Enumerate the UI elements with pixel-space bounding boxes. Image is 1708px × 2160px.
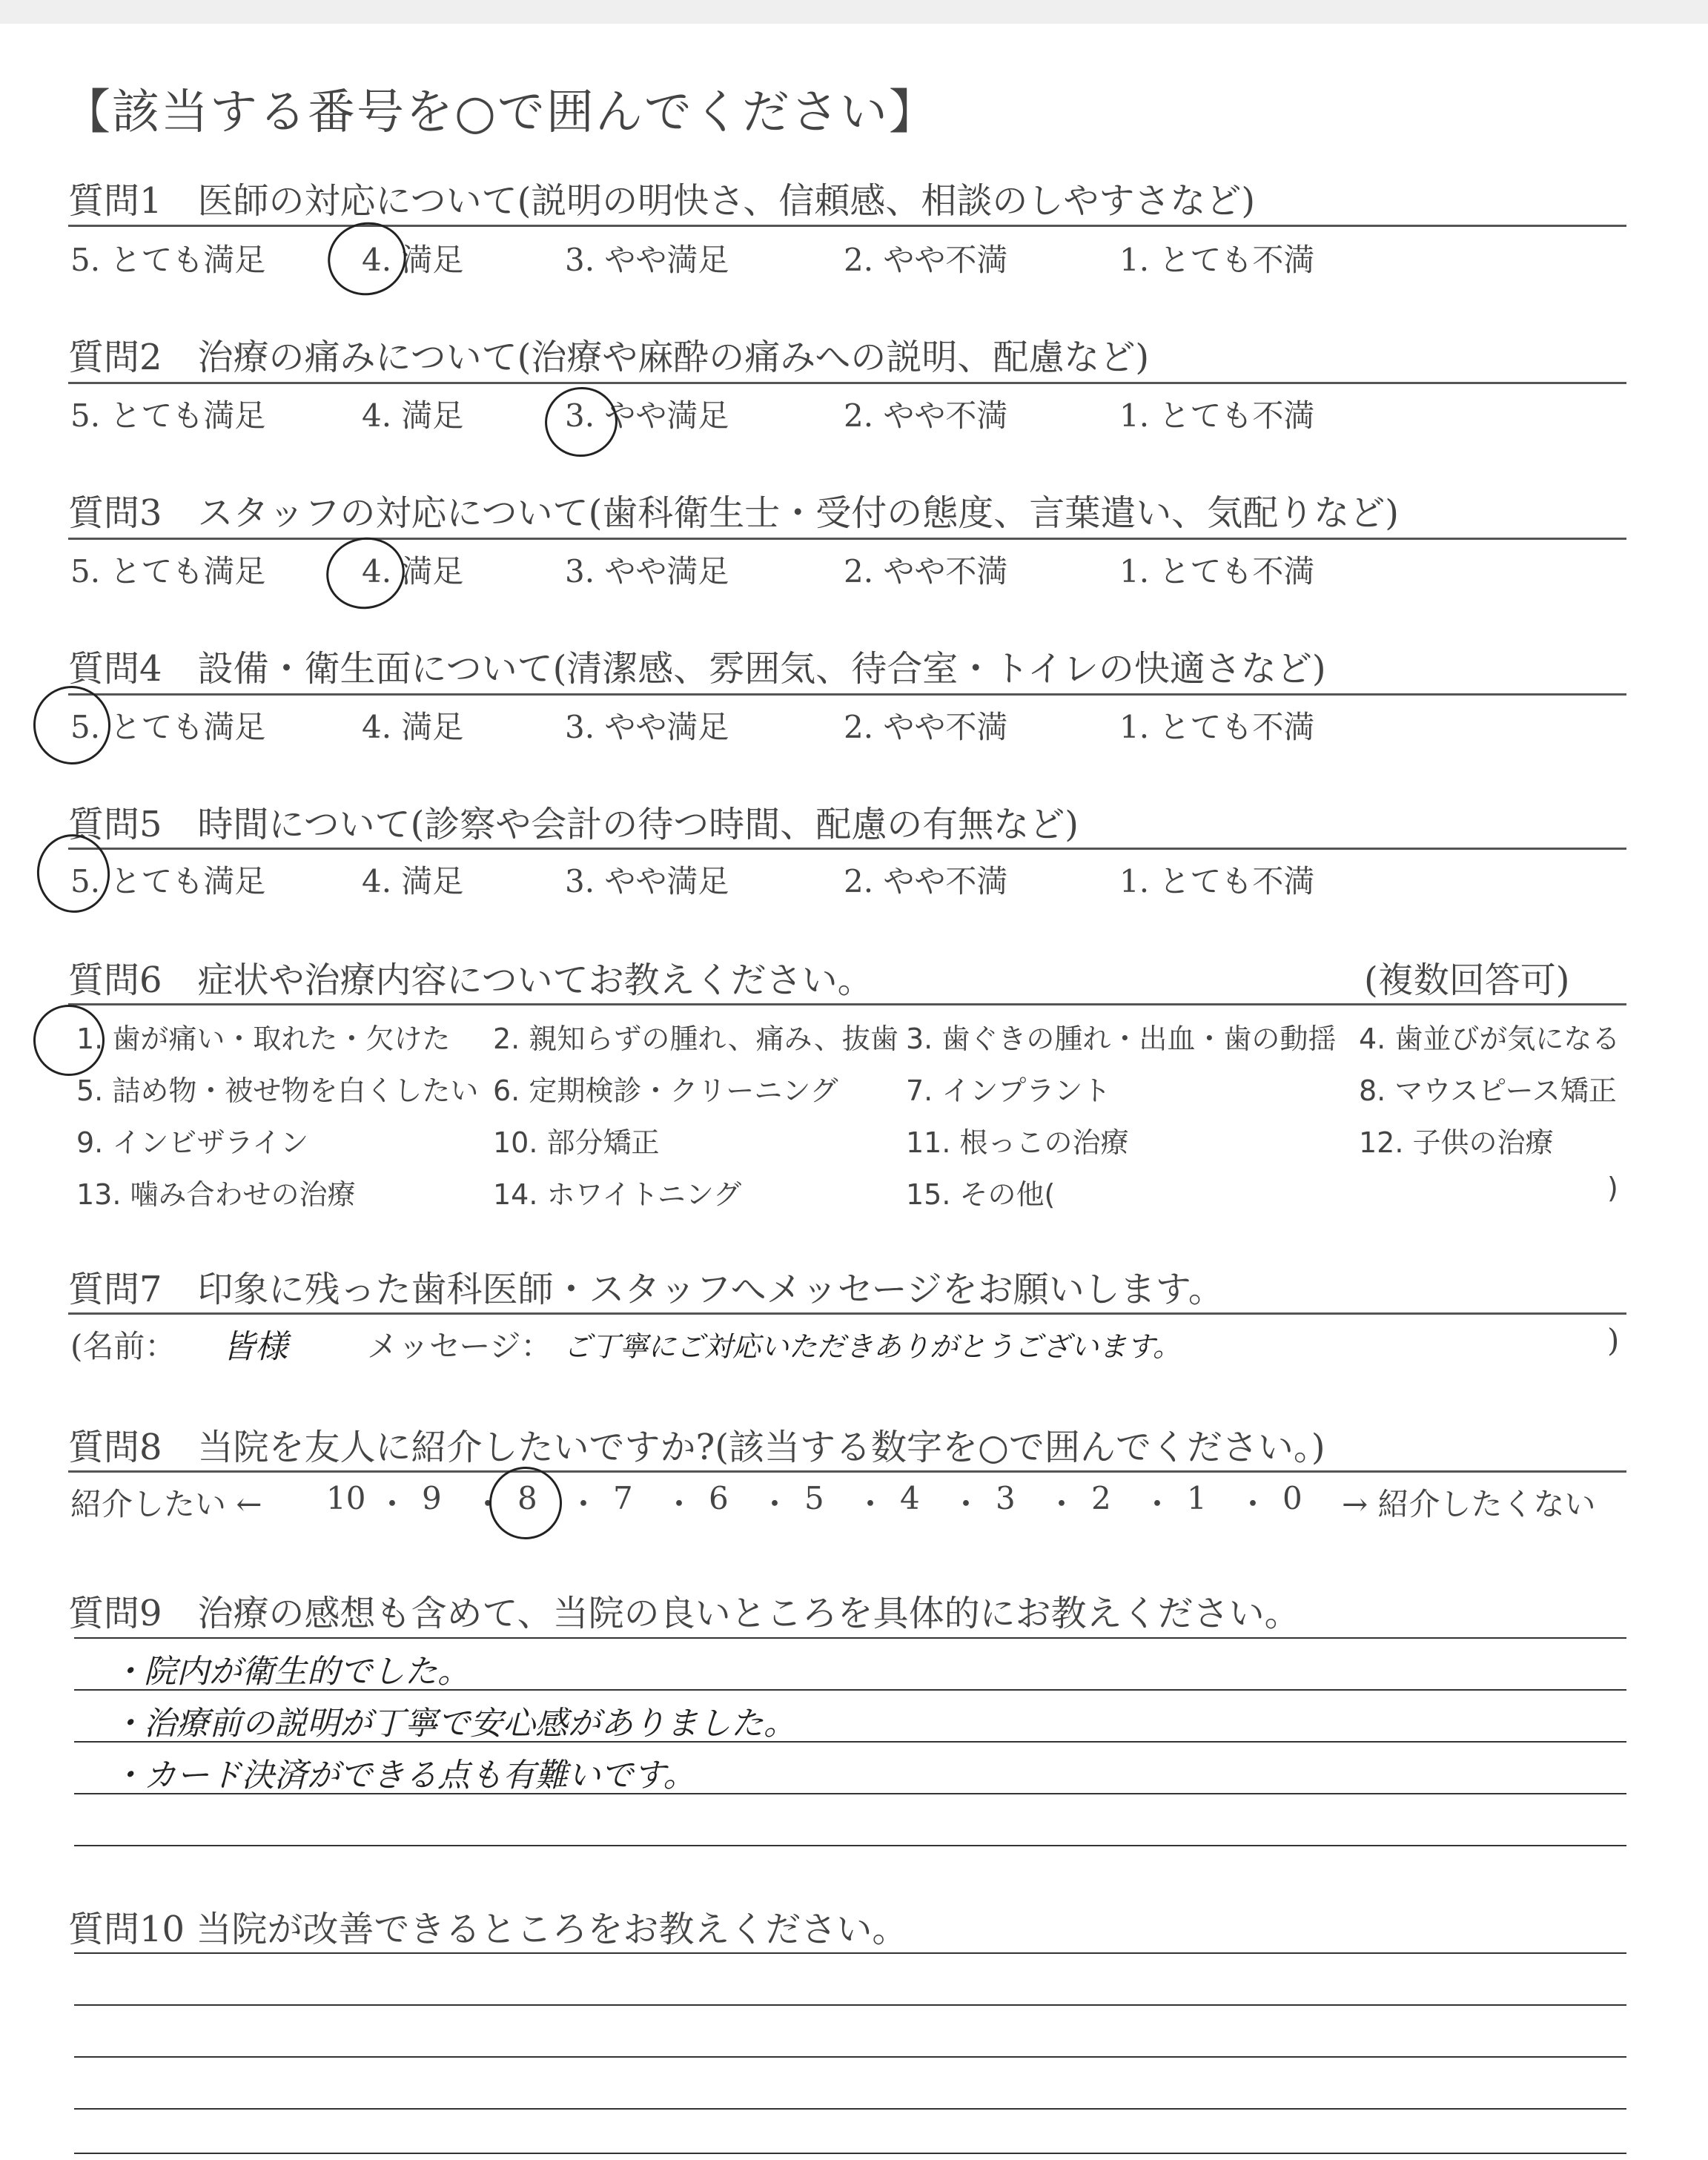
q8-scale-9[interactable]: 9 — [422, 1480, 442, 1516]
q6-option-2[interactable]: 2. 親知らずの腫れ、痛み、抜歯 — [493, 1023, 898, 1055]
q6-title: 質問6 症状や治療内容についてお教えください。 — [68, 960, 873, 1001]
q3-selection-circle — [320, 530, 411, 616]
q6-option-4[interactable]: 4. 歯並びが気になる — [1359, 1023, 1621, 1055]
q8-scale-6[interactable]: 6 — [709, 1480, 729, 1516]
q8-scale-2[interactable]: 2 — [1091, 1480, 1111, 1516]
q5-option-4[interactable]: 4. 満足 — [362, 863, 464, 899]
q6-option-12[interactable]: 12. 子供の治療 — [1359, 1126, 1554, 1159]
q1-option-3[interactable]: 3. やや満足 — [565, 242, 729, 278]
q8-selection-circle — [485, 1462, 567, 1545]
q8-scale-separator: ・ — [1046, 1486, 1078, 1522]
q4-option-4[interactable]: 4. 満足 — [362, 709, 464, 745]
q10-line-5 — [74, 2153, 1626, 2154]
q4-option-2[interactable]: 2. やや不満 — [844, 709, 1008, 745]
q7-name-label: (名前： — [70, 1328, 176, 1364]
q8-scale-5[interactable]: 5 — [804, 1480, 824, 1516]
q8-right-label: → 紹介したくない — [1342, 1486, 1596, 1522]
q6-multi-answer-note: (複数回答可) — [1364, 960, 1570, 1001]
q5-title: 質問5 時間について(診察や会計の待つ時間、配慮の有無など) — [68, 804, 1079, 845]
q3-option-2[interactable]: 2. やや不満 — [844, 553, 1008, 589]
q6-rule — [68, 1003, 1626, 1005]
q8-left-label: 紹介したい ← — [70, 1486, 262, 1522]
q4-title: 質問4 設備・衛生面について(清潔感、雰囲気、待合室・トイレの快適さなど) — [68, 648, 1326, 690]
q6-option-1[interactable]: 1. 歯が痛い・取れた・欠けた — [76, 1023, 451, 1055]
q7-title: 質問7 印象に残った歯科医師・スタッフへメッセージをお願いします。 — [68, 1269, 1224, 1310]
q6-option-6[interactable]: 6. 定期検診・クリーニング — [493, 1074, 838, 1107]
q1-option-1[interactable]: 1. とても不満 — [1119, 242, 1315, 278]
q2-option-5[interactable]: 5. とても満足 — [70, 397, 266, 434]
q8-scale-1[interactable]: 1 — [1187, 1480, 1207, 1516]
scan-top-border — [0, 0, 1708, 24]
q5-rule — [68, 848, 1626, 850]
q2-option-4[interactable]: 4. 満足 — [362, 397, 464, 434]
q6-option-14[interactable]: 14. ホワイトニング — [493, 1178, 742, 1211]
q8-scale-separator: ・ — [855, 1486, 887, 1522]
q8-rule — [68, 1470, 1626, 1473]
q1-title: 質問1 医師の対応について(説明の明快さ、信頼感、相談のしやすさなど) — [68, 180, 1256, 222]
q8-scale-separator: ・ — [663, 1486, 695, 1522]
q5-option-5[interactable]: 5. とても満足 — [70, 863, 266, 899]
q8-scale-separator: ・ — [1142, 1486, 1174, 1522]
form-header: 【該当する番号を○で囲んでください】 — [63, 85, 938, 140]
q8-scale-0[interactable]: 0 — [1282, 1480, 1302, 1516]
q4-option-5[interactable]: 5. とても満足 — [70, 709, 266, 745]
q6-option-13[interactable]: 13. 噛み合わせの治療 — [76, 1178, 356, 1211]
q10-line-1 — [74, 1952, 1626, 1954]
q7-message-handwritten[interactable]: ご丁寧にご対応いただきありがとうございます。 — [563, 1330, 1181, 1363]
q1-option-4[interactable]: 4. 満足 — [362, 242, 464, 278]
q9-title: 質問9 治療の感想も含めて、当院の良いところを具体的にお教えください。 — [68, 1593, 1300, 1634]
q6-option-7[interactable]: 7. インプラント — [906, 1074, 1111, 1107]
q9-line-5 — [74, 1845, 1626, 1846]
q8-title: 質問8 当院を友人に紹介したいですか?(該当する数字を○で囲んでください。) — [68, 1427, 1325, 1468]
q10-line-2 — [74, 2004, 1626, 2006]
q8-scale-7[interactable]: 7 — [613, 1480, 633, 1516]
q6-option-3[interactable]: 3. 歯ぐきの腫れ・出血・歯の動揺 — [906, 1023, 1337, 1055]
q5-option-3[interactable]: 3. やや満足 — [565, 863, 729, 899]
q3-option-5[interactable]: 5. とても満足 — [70, 553, 266, 589]
q1-option-5[interactable]: 5. とても満足 — [70, 242, 266, 278]
q6-option-5[interactable]: 5. 詰め物・被せ物を白くしたい — [76, 1074, 479, 1107]
q6-option-15-close: ) — [1607, 1172, 1618, 1204]
q4-option-3[interactable]: 3. やや満足 — [565, 709, 729, 745]
q9-answer-3[interactable]: ・カード決済ができる点も有難いです。 — [111, 1757, 696, 1794]
q7-close-paren: ) — [1607, 1322, 1620, 1358]
q9-line-1 — [74, 1637, 1626, 1639]
q6-option-15[interactable]: 15. その他( — [906, 1178, 1056, 1211]
q10-title: 質問10 当院が改善できるところをお教えください。 — [68, 1909, 908, 1950]
q2-rule — [68, 382, 1626, 384]
q7-rule — [68, 1312, 1626, 1315]
q8-scale-10[interactable]: 10 — [326, 1480, 366, 1516]
q8-scale-separator: ・ — [759, 1486, 791, 1522]
q8-scale-8[interactable]: 8 — [517, 1480, 537, 1516]
q1-rule — [68, 225, 1626, 227]
q3-option-3[interactable]: 3. やや満足 — [565, 553, 729, 589]
q9-answer-1[interactable]: ・院内が衛生的でした。 — [111, 1653, 470, 1691]
q6-option-10[interactable]: 10. 部分矯正 — [493, 1126, 660, 1159]
q4-rule — [68, 693, 1626, 696]
q8-scale-separator: ・ — [568, 1486, 600, 1522]
q4-option-1[interactable]: 1. とても不満 — [1119, 709, 1315, 745]
q2-title: 質問2 治療の痛みについて(治療や麻酔の痛みへの説明、配慮など) — [68, 337, 1150, 378]
q2-option-3[interactable]: 3. やや満足 — [565, 397, 729, 434]
q5-option-1[interactable]: 1. とても不満 — [1119, 863, 1315, 899]
q3-option-4[interactable]: 4. 満足 — [362, 553, 464, 589]
q8-scale-separator: ・ — [1237, 1486, 1269, 1522]
q8-scale-separator: ・ — [377, 1486, 408, 1522]
q5-option-2[interactable]: 2. やや不満 — [844, 863, 1008, 899]
q7-name-handwritten[interactable]: 皆様 — [222, 1328, 288, 1366]
q7-message-label: メッセージ： — [367, 1328, 552, 1364]
q6-option-9[interactable]: 9. インビザライン — [76, 1126, 309, 1159]
q3-title: 質問3 スタッフの対応について(歯科衛生士・受付の態度、言葉遣い、気配りなど) — [68, 492, 1400, 534]
q2-option-2[interactable]: 2. やや不満 — [844, 397, 1008, 434]
q6-option-11[interactable]: 11. 根っこの治療 — [906, 1126, 1129, 1159]
q1-option-2[interactable]: 2. やや不満 — [844, 242, 1008, 278]
q3-option-1[interactable]: 1. とても不満 — [1119, 553, 1315, 589]
q9-answer-2[interactable]: ・治療前の説明が丁寧で安心感がありました。 — [111, 1705, 796, 1743]
q6-option-8[interactable]: 8. マウスピース矯正 — [1359, 1074, 1617, 1107]
q8-scale-separator: ・ — [950, 1486, 982, 1522]
q1-selection-circle — [320, 214, 414, 304]
q8-scale-4[interactable]: 4 — [900, 1480, 920, 1516]
q8-scale-separator: ・ — [472, 1486, 504, 1522]
q10-line-4 — [74, 2108, 1626, 2110]
q3-rule — [68, 538, 1626, 540]
q10-line-3 — [74, 2056, 1626, 2058]
q8-scale-3[interactable]: 3 — [996, 1480, 1016, 1516]
q2-option-1[interactable]: 1. とても不満 — [1119, 397, 1315, 434]
